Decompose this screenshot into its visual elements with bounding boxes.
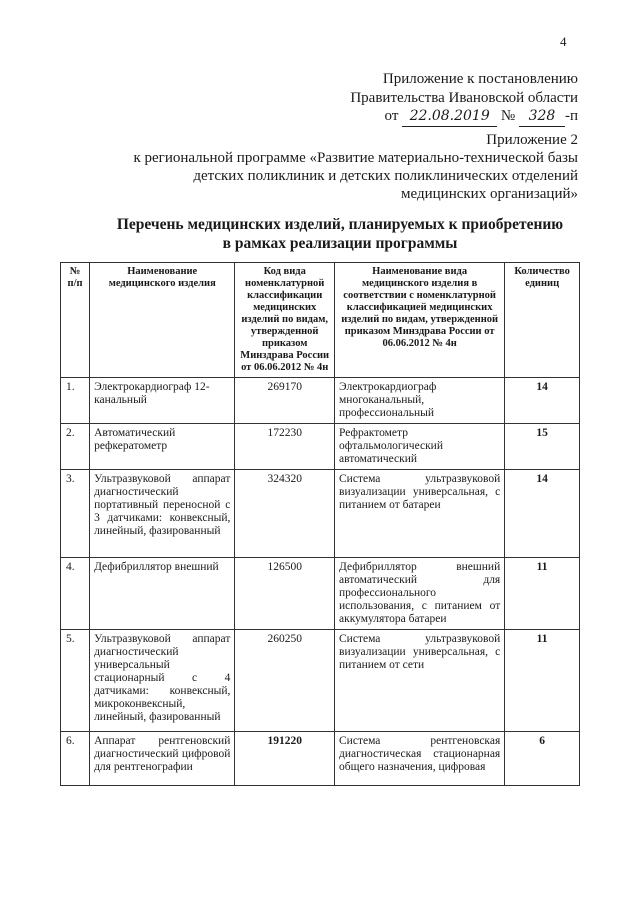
row-number: 1. — [61, 378, 90, 424]
title-line-2: в рамках реализации программы — [222, 235, 458, 252]
row-number: 6. — [61, 732, 90, 786]
appendix-1-line-2: Правительства Ивановской области — [350, 90, 578, 106]
document-title — [60, 215, 620, 253]
table-row — [61, 378, 580, 424]
header-kind-name: Наименование вида медицинского изделия в соответствии с номенклатурной классификацией медицинских изделий по видам, утвержденной приказом Минздрава России от 06.06.2012 № 4н — [335, 263, 505, 378]
header-quantity: Количество единиц — [505, 263, 580, 378]
table-row — [61, 732, 580, 786]
number-label: № — [500, 108, 516, 124]
page-number: 4 — [560, 34, 567, 49]
row-quantity: 14 — [505, 470, 580, 558]
appendix-2-line-3: детских поликлиник и детских поликлинических отделений — [193, 168, 578, 184]
row-number: 4. — [61, 558, 90, 630]
row-device-name: Дефибриллятор внешний — [90, 558, 235, 630]
row-number: 5. — [61, 630, 90, 732]
table-row — [61, 424, 580, 470]
table-row — [61, 558, 580, 630]
row-device-name: Аппарат рентгеновский диагностический цифровой для рентгенографии — [90, 732, 235, 786]
row-quantity: 11 — [505, 558, 580, 630]
row-code: 324320 — [235, 470, 335, 558]
row-kind-name: Электрокардиограф многоканальный, профессиональный — [335, 378, 505, 424]
row-quantity: 11 — [505, 630, 580, 732]
appendix-1-line-1: Приложение к постановлению — [382, 71, 578, 87]
header-code: Код вида номенклатурной классификации медицинских изделий по видам, утвержденной приказом Минздрава России от 06.06.2012 № 4н — [235, 263, 335, 378]
row-device-name: Ультразвуковой аппарат диагностический портативный переносной с 3 датчиками: конвексный, линейный, фазированный — [90, 470, 235, 558]
row-number: 3. — [61, 470, 90, 558]
appendix-2-line-4: медицинских организаций» — [401, 186, 578, 202]
appendix-2-line-1: Приложение 2 — [486, 132, 578, 148]
date-prefix: от — [384, 108, 399, 124]
number-suffix: -п — [564, 108, 578, 124]
row-kind-name: Дефибриллятор внешний автоматический для профессионального использования, с питанием от аккумулятора батареи — [335, 558, 505, 630]
row-code: 172230 — [235, 424, 335, 470]
table-row — [61, 470, 580, 558]
row-kind-name: Система ультразвуковой визуализации универсальная, с питанием от батареи — [335, 470, 505, 558]
row-quantity: 15 — [505, 424, 580, 470]
handwritten-date: 22.08.2019 — [402, 107, 497, 127]
row-device-name: Автоматический рефкератометр — [90, 424, 235, 470]
appendix-1-date-line — [385, 107, 578, 127]
title-line-1: Перечень медицинских изделий, планируемых к приобретению — [116, 216, 564, 233]
devices-table — [60, 262, 580, 786]
header-number: № п/п — [61, 263, 90, 378]
row-number: 2. — [61, 424, 90, 470]
row-code: 191220 — [235, 732, 335, 786]
appendix-2-line-2: к региональной программе «Развитие материально-технической базы — [133, 150, 578, 166]
row-device-name: Ультразвуковой аппарат диагностический универсальный стационарный с 4 датчиками: конвексный, микроконвексный, линейный, фазированный — [90, 630, 235, 732]
header-device-name: Наименование медицинского изделия — [90, 263, 235, 378]
row-kind-name: Система рентгеновская диагностическая стационарная общего назначения, цифровая — [335, 732, 505, 786]
row-code: 269170 — [235, 378, 335, 424]
table-row — [61, 630, 580, 732]
row-quantity: 6 — [505, 732, 580, 786]
row-kind-name: Система ультразвуковой визуализации универсальная, с питанием от сети — [335, 630, 505, 732]
table-header-row — [61, 263, 580, 378]
appendix-2-block — [60, 131, 578, 203]
row-code: 126500 — [235, 558, 335, 630]
row-device-name: Электрокардиограф 12-канальный — [90, 378, 235, 424]
handwritten-number: 328 — [519, 107, 565, 127]
row-code: 260250 — [235, 630, 335, 732]
row-kind-name: Рефрактометр офтальмологический автоматический — [335, 424, 505, 470]
row-quantity: 14 — [505, 378, 580, 424]
